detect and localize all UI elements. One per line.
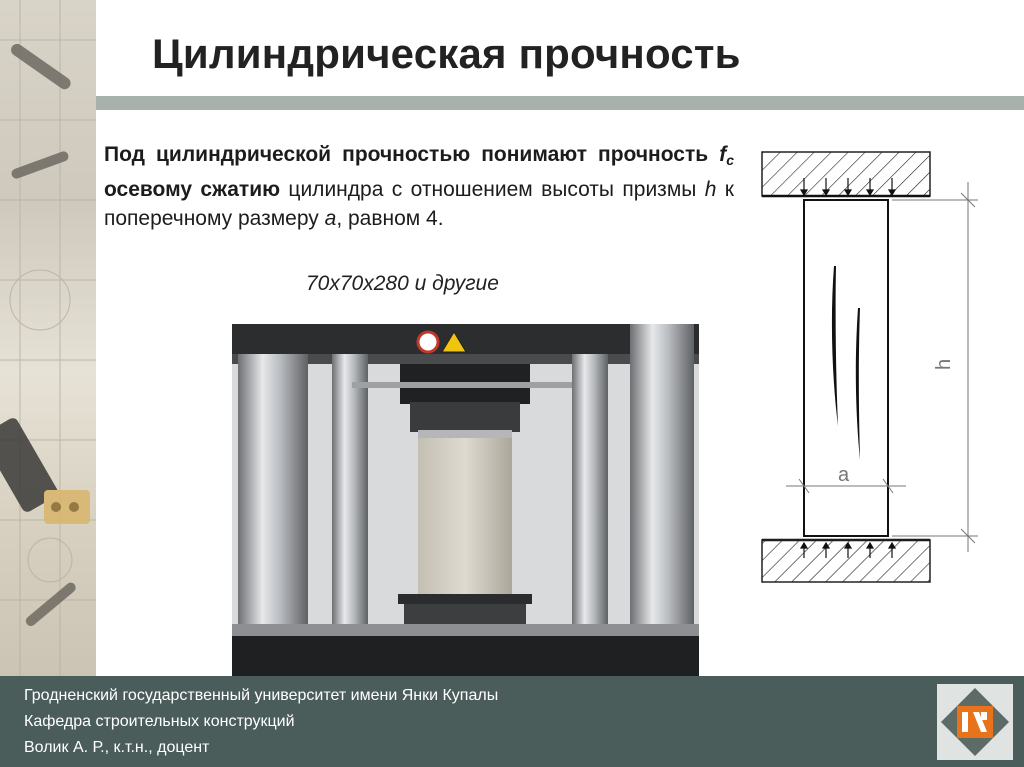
symbol-fc: f [719,143,727,166]
definition-text-3: цилиндра с отношением высоты призмы [280,178,705,201]
symbol-h: h [704,178,717,201]
symbol-a: a [324,207,337,230]
sample-sizes-note: 70х70х280 и другие [306,272,499,295]
decorative-left-strip [0,0,96,676]
footer-author: Волик А. Р., к.т.н., доцент [24,739,210,756]
dimension-a-label: a [838,464,850,486]
prism-compression-diagram [750,148,990,588]
footer-university: Гродненский государственный университет имени Янки Купалы [24,687,499,704]
footer-department: Кафедра строительных конструкций [24,713,295,730]
definition-text-4: к поперечному размеру [104,178,734,230]
definition-text-bold-2: осевому сжатию [104,178,281,201]
compression-test-photo [232,324,699,676]
symbol-fc-subscript: c [726,152,734,168]
dimension-h-label: h [933,358,955,370]
definition-text-5: , равном 4. [336,207,444,230]
footer-bar [0,676,1024,767]
tools-background-illustration [0,0,96,676]
definition-paragraph [104,140,734,233]
title-divider [96,96,1024,110]
definition-text-bold: Под цилиндрической прочностью понимают прочность [104,143,720,166]
slide-title: Цилиндрическая прочность [152,30,741,77]
university-logo-icon [937,684,1013,760]
